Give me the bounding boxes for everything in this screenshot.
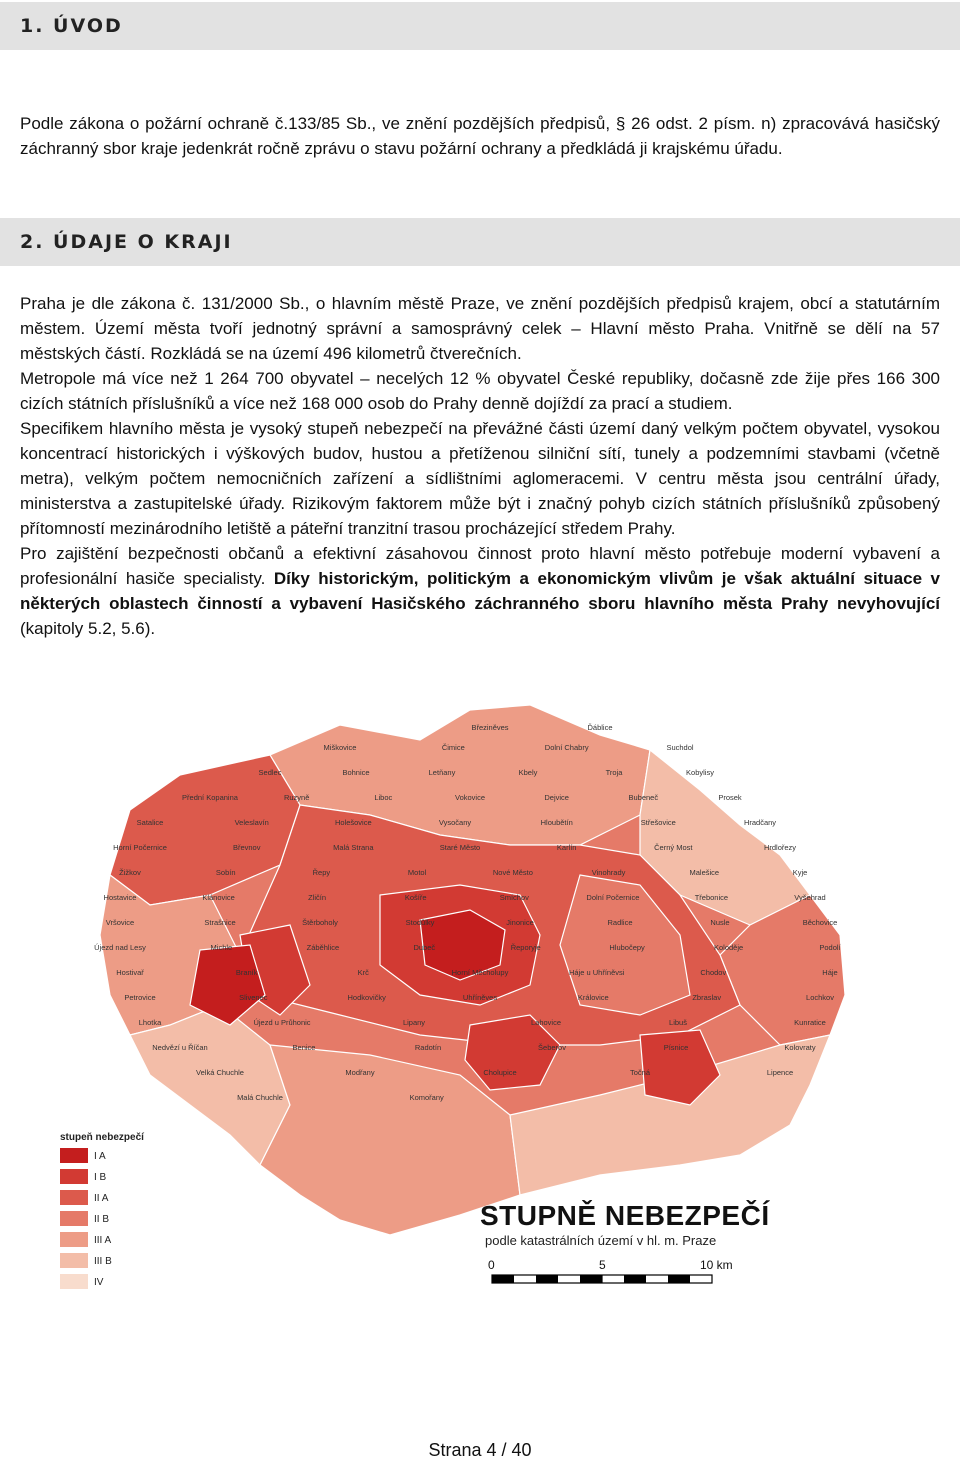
district-label: Stodůlky: [405, 918, 435, 927]
district-label: Uhříněves: [462, 993, 498, 1002]
district-label: Hostavice: [103, 893, 137, 902]
map-legend: [60, 1132, 145, 1289]
district-label: Řeporyje: [510, 943, 541, 952]
district-label: Kunratice: [794, 1018, 826, 1027]
district-label: Točná: [629, 1068, 651, 1077]
district-label: Čimice: [441, 743, 465, 752]
district-label: Hrdlořezy: [763, 843, 797, 852]
paragraph-4-end: (kapitoly 5.2, 5.6).: [20, 619, 156, 638]
legend-items: [60, 1148, 112, 1289]
district-label: Malešice: [689, 868, 720, 877]
district-label: Michle: [210, 943, 233, 952]
paragraph-3: Specifikem hlavního města je vysoký stupeň nebezpečí na převážné části území daný velkým počtem obyvatel, vysokou koncentrací historických i výškových budov, hustou a přetíženou silniční sítí, tunely a podzemními stavbami (včetně metra), velkým počtem nemocničních zařízení a sídlištními aglomeracemi. V centru města jsou centrální úřady, ministerstva a zastupitelské úřady. Rizikovým faktorem může být i značný pohyb cizích státních příslušníků způsobený přítomností mezinárodního letiště a páteřní tranzitní trasou procházející středem Prahy.: [20, 419, 940, 538]
legend-swatch: [60, 1211, 88, 1226]
paragraph-1: Praha je dle zákona č. 131/2000 Sb., o hlavním městě Praze, ve znění pozdějších předpisů krajem, obcí a statutárním městem. Území města tvoří jednotný správní a samosprávný celek – Hlavní město Praha. Vnitřně se dělí na 57 městských částí. Rozkládá se na území 496 kilometrů čtverečních.: [20, 294, 940, 363]
map-title: STUPNĚ NEBEZPEČÍ: [480, 1200, 770, 1231]
district-label: Kobylisy: [686, 768, 714, 777]
district-label: Nové Město: [492, 868, 533, 877]
district-label: Satalice: [136, 818, 164, 827]
legend-label: II B: [94, 1214, 110, 1225]
district-label: Kbely: [518, 768, 538, 777]
district-label: Ďáblice: [587, 723, 613, 732]
district-label: Štěrboholy: [302, 918, 338, 927]
district-label: Motol: [407, 868, 427, 877]
district-label: Podolí: [819, 943, 841, 952]
legend-label: IV: [94, 1277, 104, 1288]
district-label: Staré Město: [439, 843, 481, 852]
district-label: Slivenec: [239, 993, 268, 1002]
district-label: Bubeneč: [628, 793, 659, 802]
district-label: Vinohrady: [591, 868, 626, 877]
legend-swatch: [60, 1274, 88, 1289]
district-label: Třebonice: [694, 893, 729, 902]
legend-swatch: [60, 1190, 88, 1205]
scale-end: 10 km: [700, 1258, 733, 1272]
district-label: Komořany: [409, 1093, 444, 1102]
district-label: Jinonice: [506, 918, 534, 927]
district-label: Přední Kopanina: [182, 793, 238, 802]
district-label: Libuš: [669, 1018, 687, 1027]
legend-label: I B: [94, 1172, 107, 1183]
district-label: Újezd u Průhonic: [253, 1018, 311, 1027]
district-label: Břevnov: [232, 843, 261, 852]
district-label: Košíře: [404, 893, 427, 902]
district-label: Dolní Počernice: [586, 893, 640, 902]
district-label: Černý Most: [654, 843, 693, 852]
district-label: Řepy: [312, 868, 331, 877]
district-label: Troja: [605, 768, 623, 777]
district-label: Sobín: [215, 868, 236, 877]
district-label: Březiněves: [471, 723, 509, 732]
district-label: Smíchov: [499, 893, 529, 902]
district-label: Braník: [235, 968, 258, 977]
paragraph-uvod: Podle zákona o požární ochraně č.133/85 Sb., ve znění pozdějších předpisů, § 26 odst. 2 písm. n) zpracovává hasičský záchranný sbor kraje jedenkrát ročně zprávu o stavu požární ochrany a předkládá ji krajskému úřadu.: [20, 114, 940, 158]
district-label: Veleslavín: [234, 818, 269, 827]
legend-label: III A: [94, 1235, 112, 1246]
district-label: Vysočany: [438, 818, 472, 827]
danger-map-figure: [40, 695, 920, 1310]
district-label: Liboc: [374, 793, 393, 802]
paragraph-4-normal: Pro zajištění bezpečnosti občanů a efektivní zásahovou činnost proto hlavní město potřebuje moderní vybavení a profesionální hasiče specialisty.: [20, 544, 940, 588]
district-label: Radlice: [607, 918, 633, 927]
district-label: Písnice: [663, 1043, 689, 1052]
district-label: Karlín: [556, 843, 577, 852]
district-label: Nusle: [710, 918, 730, 927]
district-label: Lahovice: [530, 1018, 562, 1027]
district-label: Lochkov: [806, 993, 834, 1002]
district-label: Záběhlice: [306, 943, 340, 952]
district-label: Krč: [357, 968, 369, 977]
heading-text: 1. ÚVOD: [20, 15, 123, 37]
district-label: Malá Strana: [333, 843, 374, 852]
district-label: Petrovice: [124, 993, 156, 1002]
district-label: Lipence: [766, 1068, 794, 1077]
district-label: Miškovice: [323, 743, 357, 752]
heading-text: 2. ÚDAJE O KRAJI: [20, 231, 233, 253]
district-label: Žižkov: [119, 868, 141, 877]
scale-mid: 5: [599, 1258, 606, 1272]
district-label: Sedlec: [258, 768, 282, 777]
page-footer: Strana 4 / 40: [428, 1440, 532, 1460]
section-heading-udaje: [0, 218, 960, 266]
paragraph-4-bold: Díky historickým, politickým a ekonomickým vlivům je však aktuální situace v některých oblastech činností a vybavení Hasičského záchranného sboru hlavního města Prahy nevyhovující: [20, 569, 941, 613]
district-label: Letňany: [428, 768, 456, 777]
district-label: Běchovice: [802, 918, 838, 927]
district-label: Velká Chuchle: [196, 1068, 244, 1077]
district-label: Prosek: [718, 793, 742, 802]
district-label: Klánovice: [202, 893, 235, 902]
district-label: Nedvězí u Říčan: [152, 1043, 208, 1052]
district-label: Malá Chuchle: [237, 1093, 283, 1102]
district-label: Hloubětín: [540, 818, 573, 827]
district-label: Kolovraty: [784, 1043, 816, 1052]
district-label: Benice: [292, 1043, 316, 1052]
district-label: Ruzyně: [283, 793, 310, 802]
legend-swatch: [60, 1169, 88, 1184]
district-label: Hradčany: [743, 818, 777, 827]
legend-label: III B: [94, 1256, 112, 1267]
district-label: Dubeč: [413, 943, 436, 952]
legend-swatch: [60, 1253, 88, 1268]
district-label: Vyšehrad: [794, 893, 826, 902]
legend-swatch: [60, 1148, 88, 1163]
district-label: Strašnice: [204, 918, 236, 927]
district-label: Šeberov: [538, 1043, 566, 1052]
district-label: Střešovice: [640, 818, 676, 827]
district-label: Cholupice: [483, 1068, 517, 1077]
map-subtitle: podle katastrálních území v hl. m. Praze: [485, 1233, 717, 1248]
district-label: Vokovice: [454, 793, 486, 802]
district-label: Koloděje: [713, 943, 744, 952]
district-label: Zličín: [308, 893, 327, 902]
legend-label: I A: [94, 1151, 106, 1162]
paragraph-4: [20, 541, 940, 641]
district-label: Újezd nad Lesy: [94, 943, 146, 952]
section-heading-uvod: [0, 2, 960, 50]
district-label: Chodov: [700, 968, 727, 977]
district-label: Suchdol: [666, 743, 694, 752]
district-label: Horní Měcholupy: [451, 968, 509, 977]
paragraph-2: Metropole má více než 1 264 700 obyvatel – necelých 12 % obyvatel České republiky, dočasně zde žije přes 166 300 cizích státních příslušníků a více než 168 000 osob do Prahy denně dojíždí za prací a studiem.: [20, 369, 940, 413]
district-label: Horní Počernice: [113, 843, 167, 852]
legend-label: II A: [94, 1193, 109, 1204]
district-label: Lipany: [402, 1018, 426, 1027]
legend-swatch: [60, 1232, 88, 1247]
scale-bar: [488, 1258, 733, 1283]
district-label: Dolní Chabry: [544, 743, 589, 752]
district-label: Hostivař: [116, 968, 144, 977]
district-label: Kyje: [792, 868, 808, 877]
district-label: Hlubočepy: [609, 943, 645, 952]
district-label: Dejvice: [544, 793, 569, 802]
district-label: Hodkovičky: [347, 993, 386, 1002]
district-label: Radotín: [414, 1043, 442, 1052]
paragraph-block-udaje: [20, 291, 940, 641]
scale-zero: 0: [488, 1258, 495, 1272]
district-label: Modřany: [345, 1068, 375, 1077]
district-label: Háje: [822, 968, 838, 977]
district-label: Háje u Uhříněvsi: [568, 968, 625, 977]
district-label: Bohnice: [342, 768, 370, 777]
district-label: Zbraslav: [692, 993, 722, 1002]
legend-title: stupeň nebezpečí: [60, 1132, 144, 1143]
district-label: Lhotka: [138, 1018, 162, 1027]
district-label: Holešovice: [334, 818, 372, 827]
district-label: Vršovice: [105, 918, 135, 927]
district-label: Královice: [577, 993, 609, 1002]
